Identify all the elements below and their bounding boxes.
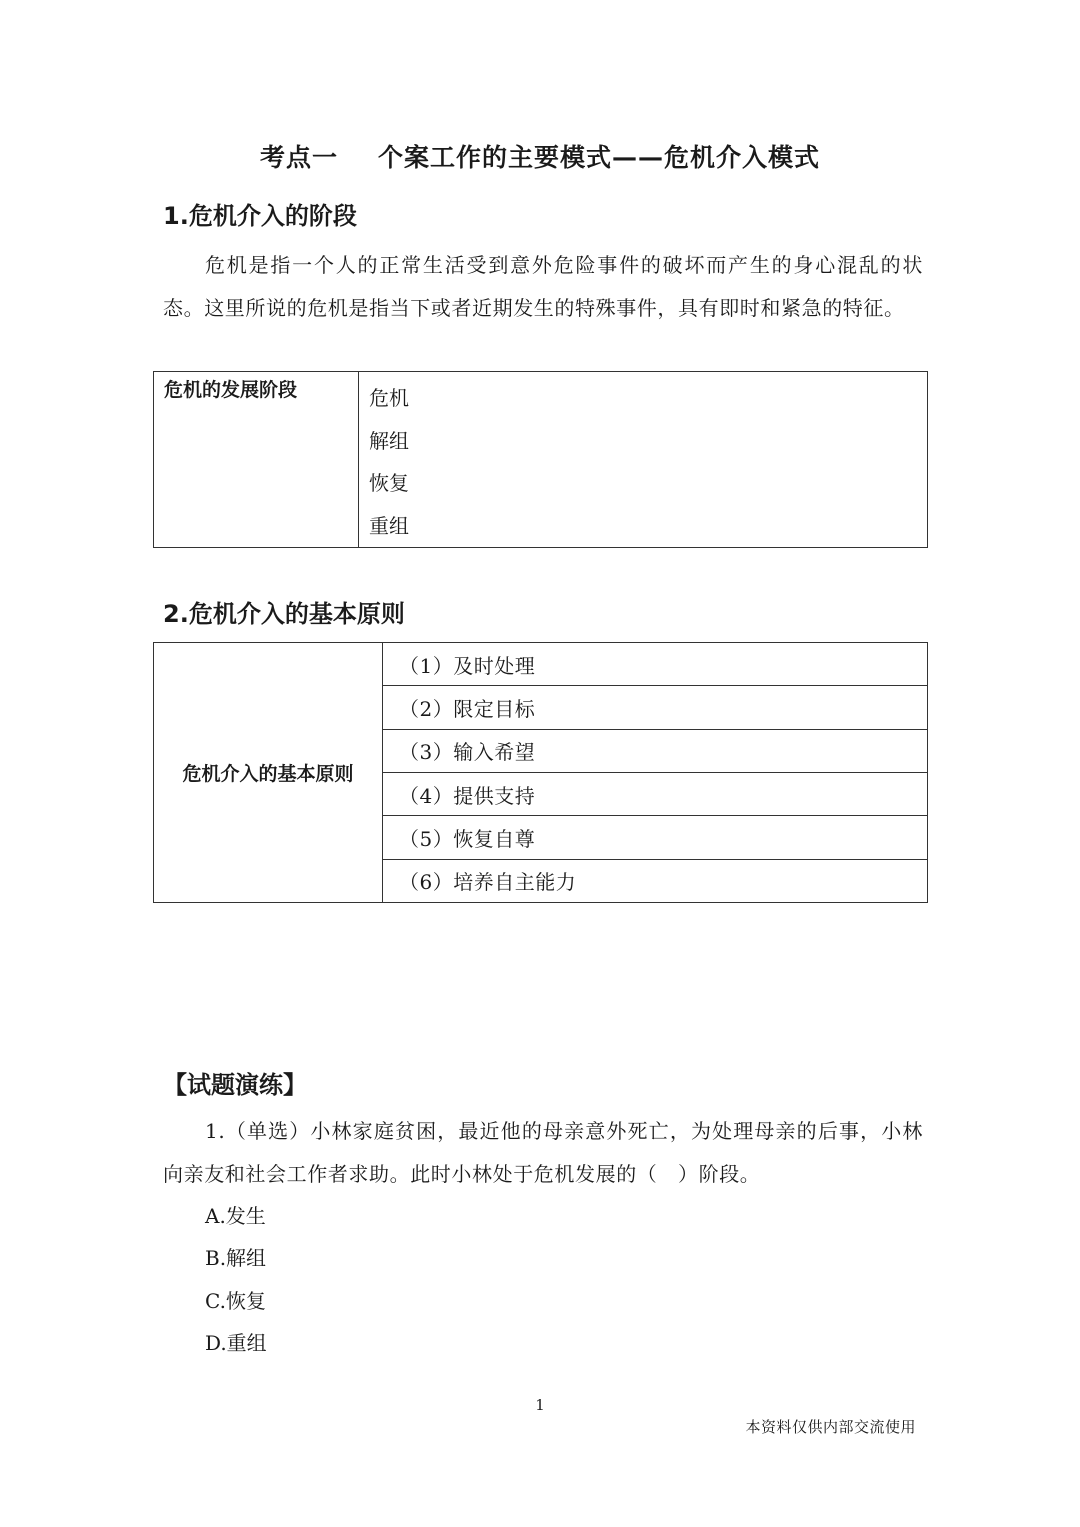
section1-heading: 1.危机介入的阶段 <box>163 202 357 230</box>
section2-heading: 2.危机介入的基本原则 <box>163 600 405 628</box>
title-text: 个案工作的主要模式——危机介入模式 <box>378 143 821 172</box>
principles-table <box>153 642 928 903</box>
option-a: A.发生 <box>205 1204 266 1228</box>
principles-label: 危机介入的基本原则 <box>154 643 383 903</box>
principle-item: （5）恢复自尊 <box>383 816 928 859</box>
option-b: B.解组 <box>205 1246 267 1270</box>
stage-item: 恢复 <box>369 471 409 495</box>
exercise-question: 1.（单选）小林家庭贫困，最近他的母亲意外死亡，为处理母亲的后事，小林向亲友和社会工作者求助。此时小林处于危机发展的（ ）阶段。 <box>163 1119 923 1186</box>
exercise-heading: 【试题演练】 <box>163 1071 307 1099</box>
stage-item: 解组 <box>369 428 409 453</box>
section1-paragraph: 危机是指一个人的正常生活受到意外危险事件的破坏而产生的身心混乱的状态。这里所说的危机是指当下或者近期发生的特殊事件，具有即时和紧急的特征。 <box>163 253 923 320</box>
footer-note: 本资料仅供内部交流使用 <box>745 1418 916 1436</box>
option-c: C.恢复 <box>205 1289 266 1313</box>
principle-item: （6）培养自主能力 <box>383 859 928 902</box>
page-number: 1 <box>535 1396 545 1414</box>
principle-item: （2）限定目标 <box>383 686 928 729</box>
crisis-stages-label: 危机的发展阶段 <box>154 372 359 548</box>
stage-item: 重组 <box>369 513 409 538</box>
crisis-stages-table <box>153 371 928 548</box>
principle-item: （4）提供支持 <box>383 772 928 815</box>
principle-item: （1）及时处理 <box>383 643 928 686</box>
title-prefix: 考点一 <box>259 143 338 172</box>
option-d: D.重组 <box>205 1331 267 1355</box>
stage-item: 危机 <box>369 386 409 410</box>
crisis-stages-list <box>359 372 928 548</box>
page-title <box>0 140 1080 176</box>
principle-item: （3）输入希望 <box>383 729 928 772</box>
